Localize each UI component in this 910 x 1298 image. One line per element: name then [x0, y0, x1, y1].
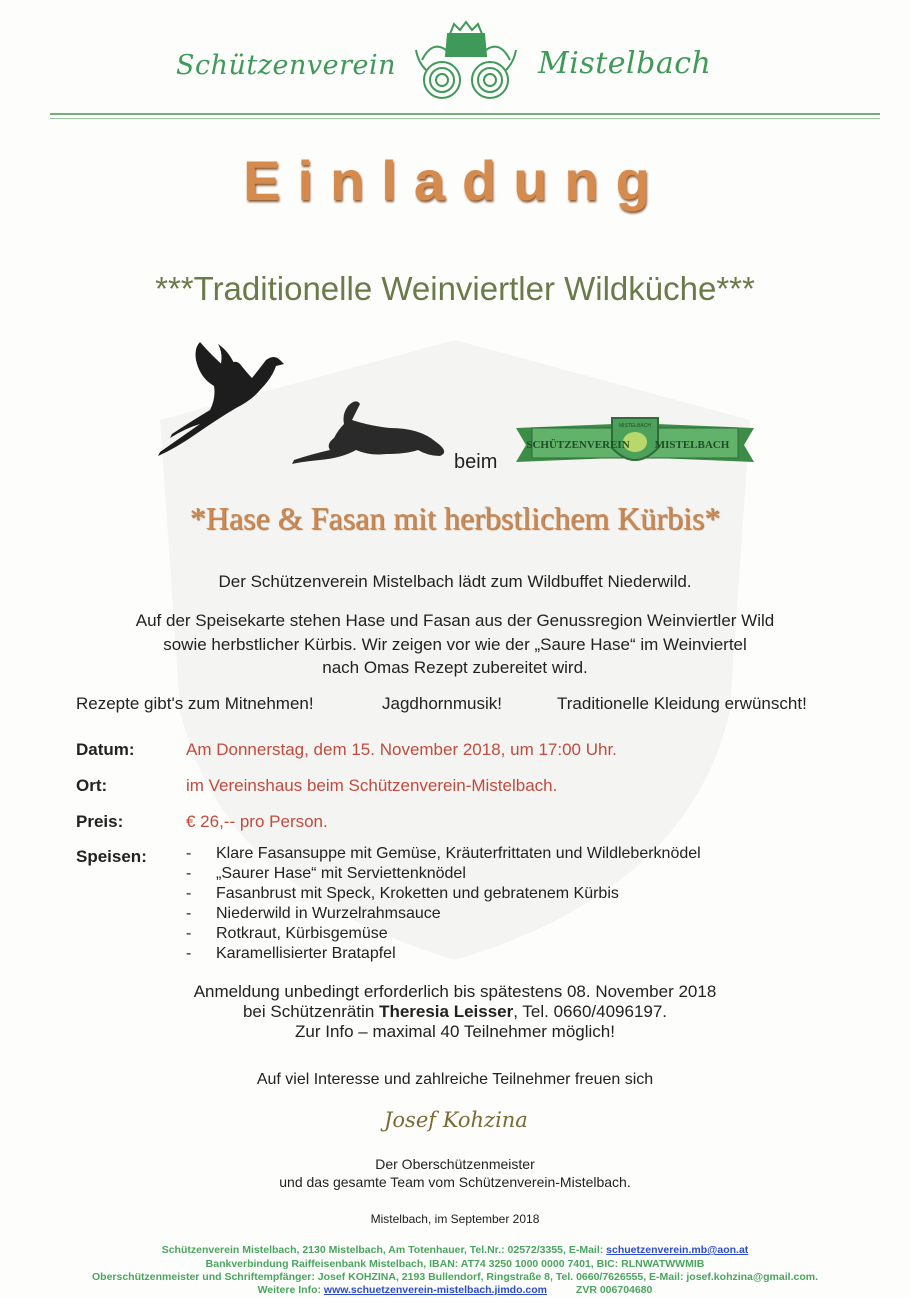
footer-email-link[interactable]: schuetzenverein.mb@aon.at [606, 1244, 749, 1256]
header-club-name: Schützenverein [176, 50, 396, 81]
header-town-name: Mistelbach [538, 46, 712, 81]
list-dash: - [186, 945, 192, 962]
event-subtitle: ***Traditionelle Weinviertler Wildküche*** [155, 270, 755, 307]
footer-line-3: Oberschützenmeister und Schriftempfänger: Josef KOHZINA, 2193 Bullendorf, Ringstraße 8, Tel. 0660/7626555, E-Mail: josef.kohzina@gmail.com. [92, 1271, 818, 1283]
extra-clothing: Traditionelle Kleidung erwünscht! [557, 694, 807, 713]
ort-label: Ort: [76, 776, 108, 795]
registration-prefix: bei Schützenrätin [242, 1002, 375, 1021]
place-date: Mistelbach, im September 2018 [370, 1212, 540, 1226]
registration-line-1: Anmeldung unbedingt erforderlich bis spätestens 08. November 2018 [193, 982, 717, 1001]
footer-website-link[interactable]: www.schuetzenverein-mistelbach.jimdo.com [323, 1284, 547, 1296]
registration-line-3: Zur Info – maximal 40 Teilnehmer möglich! [295, 1022, 615, 1041]
preis-label: Preis: [76, 812, 124, 831]
footer-address: Schützenverein Mistelbach, 2130 Mistelbach, Am Totenhauer, Tel.Nr.: 02572/3355, E-Mail: [161, 1244, 604, 1256]
extras-row [0, 692, 910, 716]
preis-value: € 26,-- pro Person. [186, 812, 328, 831]
registration-contact-name: Theresia Leisser [379, 1002, 514, 1021]
menu-item-text: Klare Fasansuppe mit Gemüse, Kräuterfrittaten und Wildleberknödel [216, 845, 701, 862]
list-dash: - [186, 925, 192, 942]
footer-zvr: ZVR 006704680 [575, 1284, 653, 1296]
menu-item-text: Fasanbrust mit Speck, Kroketten und gebratenem Kürbis [216, 885, 619, 902]
event-tagline: *Hase & Fasan mit herbstlichem Kürbis* [189, 500, 721, 536]
menu-item-text: Rotkraut, Kürbisgemüse [216, 925, 388, 942]
menu-item-text: Niederwild in Wurzelrahmsauce [216, 905, 441, 922]
header-divider-thin [50, 118, 880, 119]
header-divider [50, 113, 880, 115]
footer-line-4 [0, 1284, 910, 1296]
banner-right-text: MISTELBACH [654, 439, 730, 451]
beim-text: beim [454, 451, 498, 473]
list-dash: - [186, 885, 192, 902]
description-line-2: sowie herbstlicher Kürbis. Wir zeigen vor wie der „Saure Hase“ im Weinviertel [163, 635, 747, 654]
datum-value: Am Donnerstag, dem 15. November 2018, um 17:00 Uhr. [186, 740, 617, 759]
description-line-3: nach Omas Rezept zubereitet wird. [322, 658, 588, 677]
datum-label: Datum: [76, 740, 135, 759]
footer-line-1 [0, 1244, 910, 1256]
list-dash: - [186, 865, 192, 882]
ort-value: im Vereinshaus beim Schützenverein-Mistelbach. [186, 776, 558, 795]
signoff-line-2: und das gesamte Team vom Schützenverein-Mistelbach. [279, 1174, 631, 1190]
extra-recipes: Rezepte gibt's zum Mitnehmen! [76, 694, 314, 713]
registration-phone: , Tel. 0660/4096197. [513, 1002, 668, 1021]
intro-text: Der Schützenverein Mistelbach lädt zum Wildbuffet Niederwild. [218, 572, 692, 591]
footer-info-label: Weitere Info: [257, 1284, 321, 1296]
pheasant-icon [156, 338, 294, 460]
club-crest-icon [412, 20, 520, 106]
speisen-label: Speisen: [76, 847, 147, 866]
description-line-1: Auf der Speisekarte stehen Hase und Fasan aus der Genussregion Weinviertler Wild [135, 611, 775, 630]
list-dash: - [186, 845, 192, 862]
page-title: Einladung [243, 149, 667, 212]
menu-item-text: Karamellisierter Bratapfel [216, 945, 396, 962]
list-dash: - [186, 905, 192, 922]
menu-item-text: „Saurer Hase“ mit Serviettenknödel [216, 865, 466, 882]
footer-line-2: Bankverbindung Raiffeisenbank Mistelbach, IBAN: AT74 3250 1000 0000 7401, BIC: RLNWATWWMIB [205, 1258, 705, 1270]
extra-music: Jagdhornmusik! [382, 694, 503, 713]
signature: Josef Kohzina [384, 1108, 528, 1132]
banner-left-text: SCHÜTZENVEREIN [526, 439, 630, 451]
hare-icon [290, 398, 452, 468]
signoff-line-1: Der Oberschützenmeister [375, 1156, 535, 1172]
banner-shield-text: MISTELBACH [619, 423, 651, 429]
club-banner-logo [514, 414, 756, 474]
closing-text: Auf viel Interesse und zahlreiche Teilnehmer freuen sich [256, 1071, 654, 1088]
